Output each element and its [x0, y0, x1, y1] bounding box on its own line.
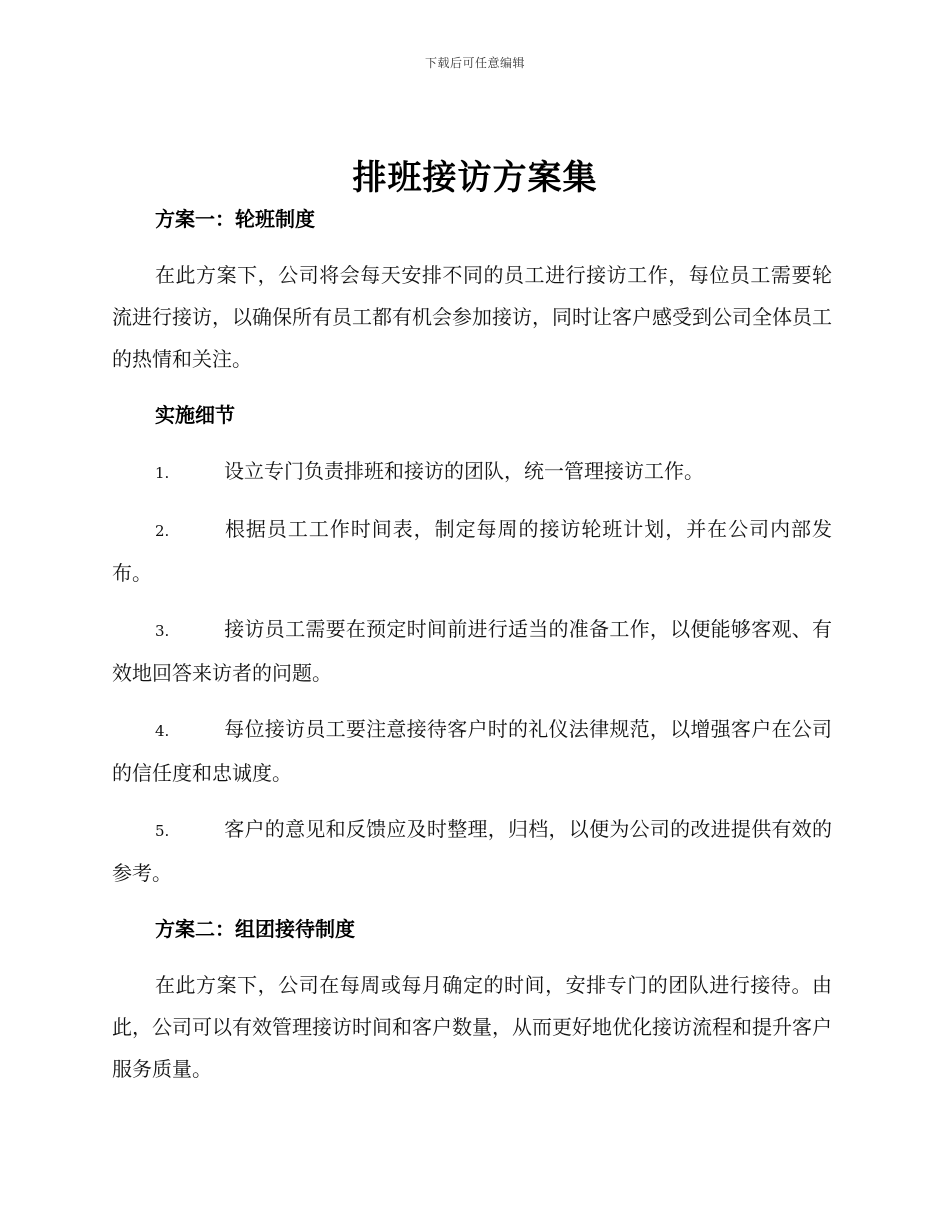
- document-title: 排班接访方案集: [352, 158, 598, 198]
- header-note: 下载后可任意编辑: [424, 56, 525, 70]
- list-item-number: 1.: [155, 464, 170, 482]
- list-item-number: 5.: [155, 822, 170, 840]
- plan1-heading: 方案一：轮班制度: [155, 207, 315, 231]
- list-item: [112, 608, 832, 694]
- list-item-number: 3.: [155, 622, 170, 640]
- list-item-text: 接访员工需要在预定时间前进行适当的准备工作，以便能够客观、有效地回答来访者的问题。: [112, 617, 832, 685]
- list-item-text: 设立专门负责排班和接访的团队，统一管理接访工作。: [224, 459, 704, 483]
- list-item: [112, 808, 832, 894]
- list-item-number: 2.: [155, 522, 170, 540]
- list-item-text: 每位接访员工要注意接待客户时的礼仪法律规范，以增强客户在公司的信任度和忠诚度。: [112, 717, 832, 785]
- plan2-heading: 方案二：组团接待制度: [155, 917, 355, 941]
- details-list: [112, 450, 832, 894]
- list-item-text: 根据员工工作时间表，制定每周的接访轮班计划，并在公司内部发布。: [112, 517, 832, 585]
- list-item: [112, 450, 832, 494]
- plan1-intro: 在此方案下，公司将会每天安排不同的员工进行接访工作，每位员工需要轮流进行接访，以确保所有员工都有机会参加接访，同时让客户感受到公司全体员工的热情和关注。: [112, 263, 832, 371]
- list-item: [112, 708, 832, 794]
- list-item: [112, 508, 832, 594]
- plan1-details-heading: 实施细节: [155, 403, 235, 427]
- plan2-intro: 在此方案下，公司在每周或每月确定的时间，安排专门的团队进行接待。由此，公司可以有效管理接访时间和客户数量，从而更好地优化接访流程和提升客户服务质量。: [112, 973, 832, 1081]
- list-item-text: 客户的意见和反馈应及时整理，归档，以便为公司的改进提供有效的参考。: [112, 817, 832, 885]
- document-body: [112, 198, 832, 1090]
- list-item-number: 4.: [155, 722, 170, 740]
